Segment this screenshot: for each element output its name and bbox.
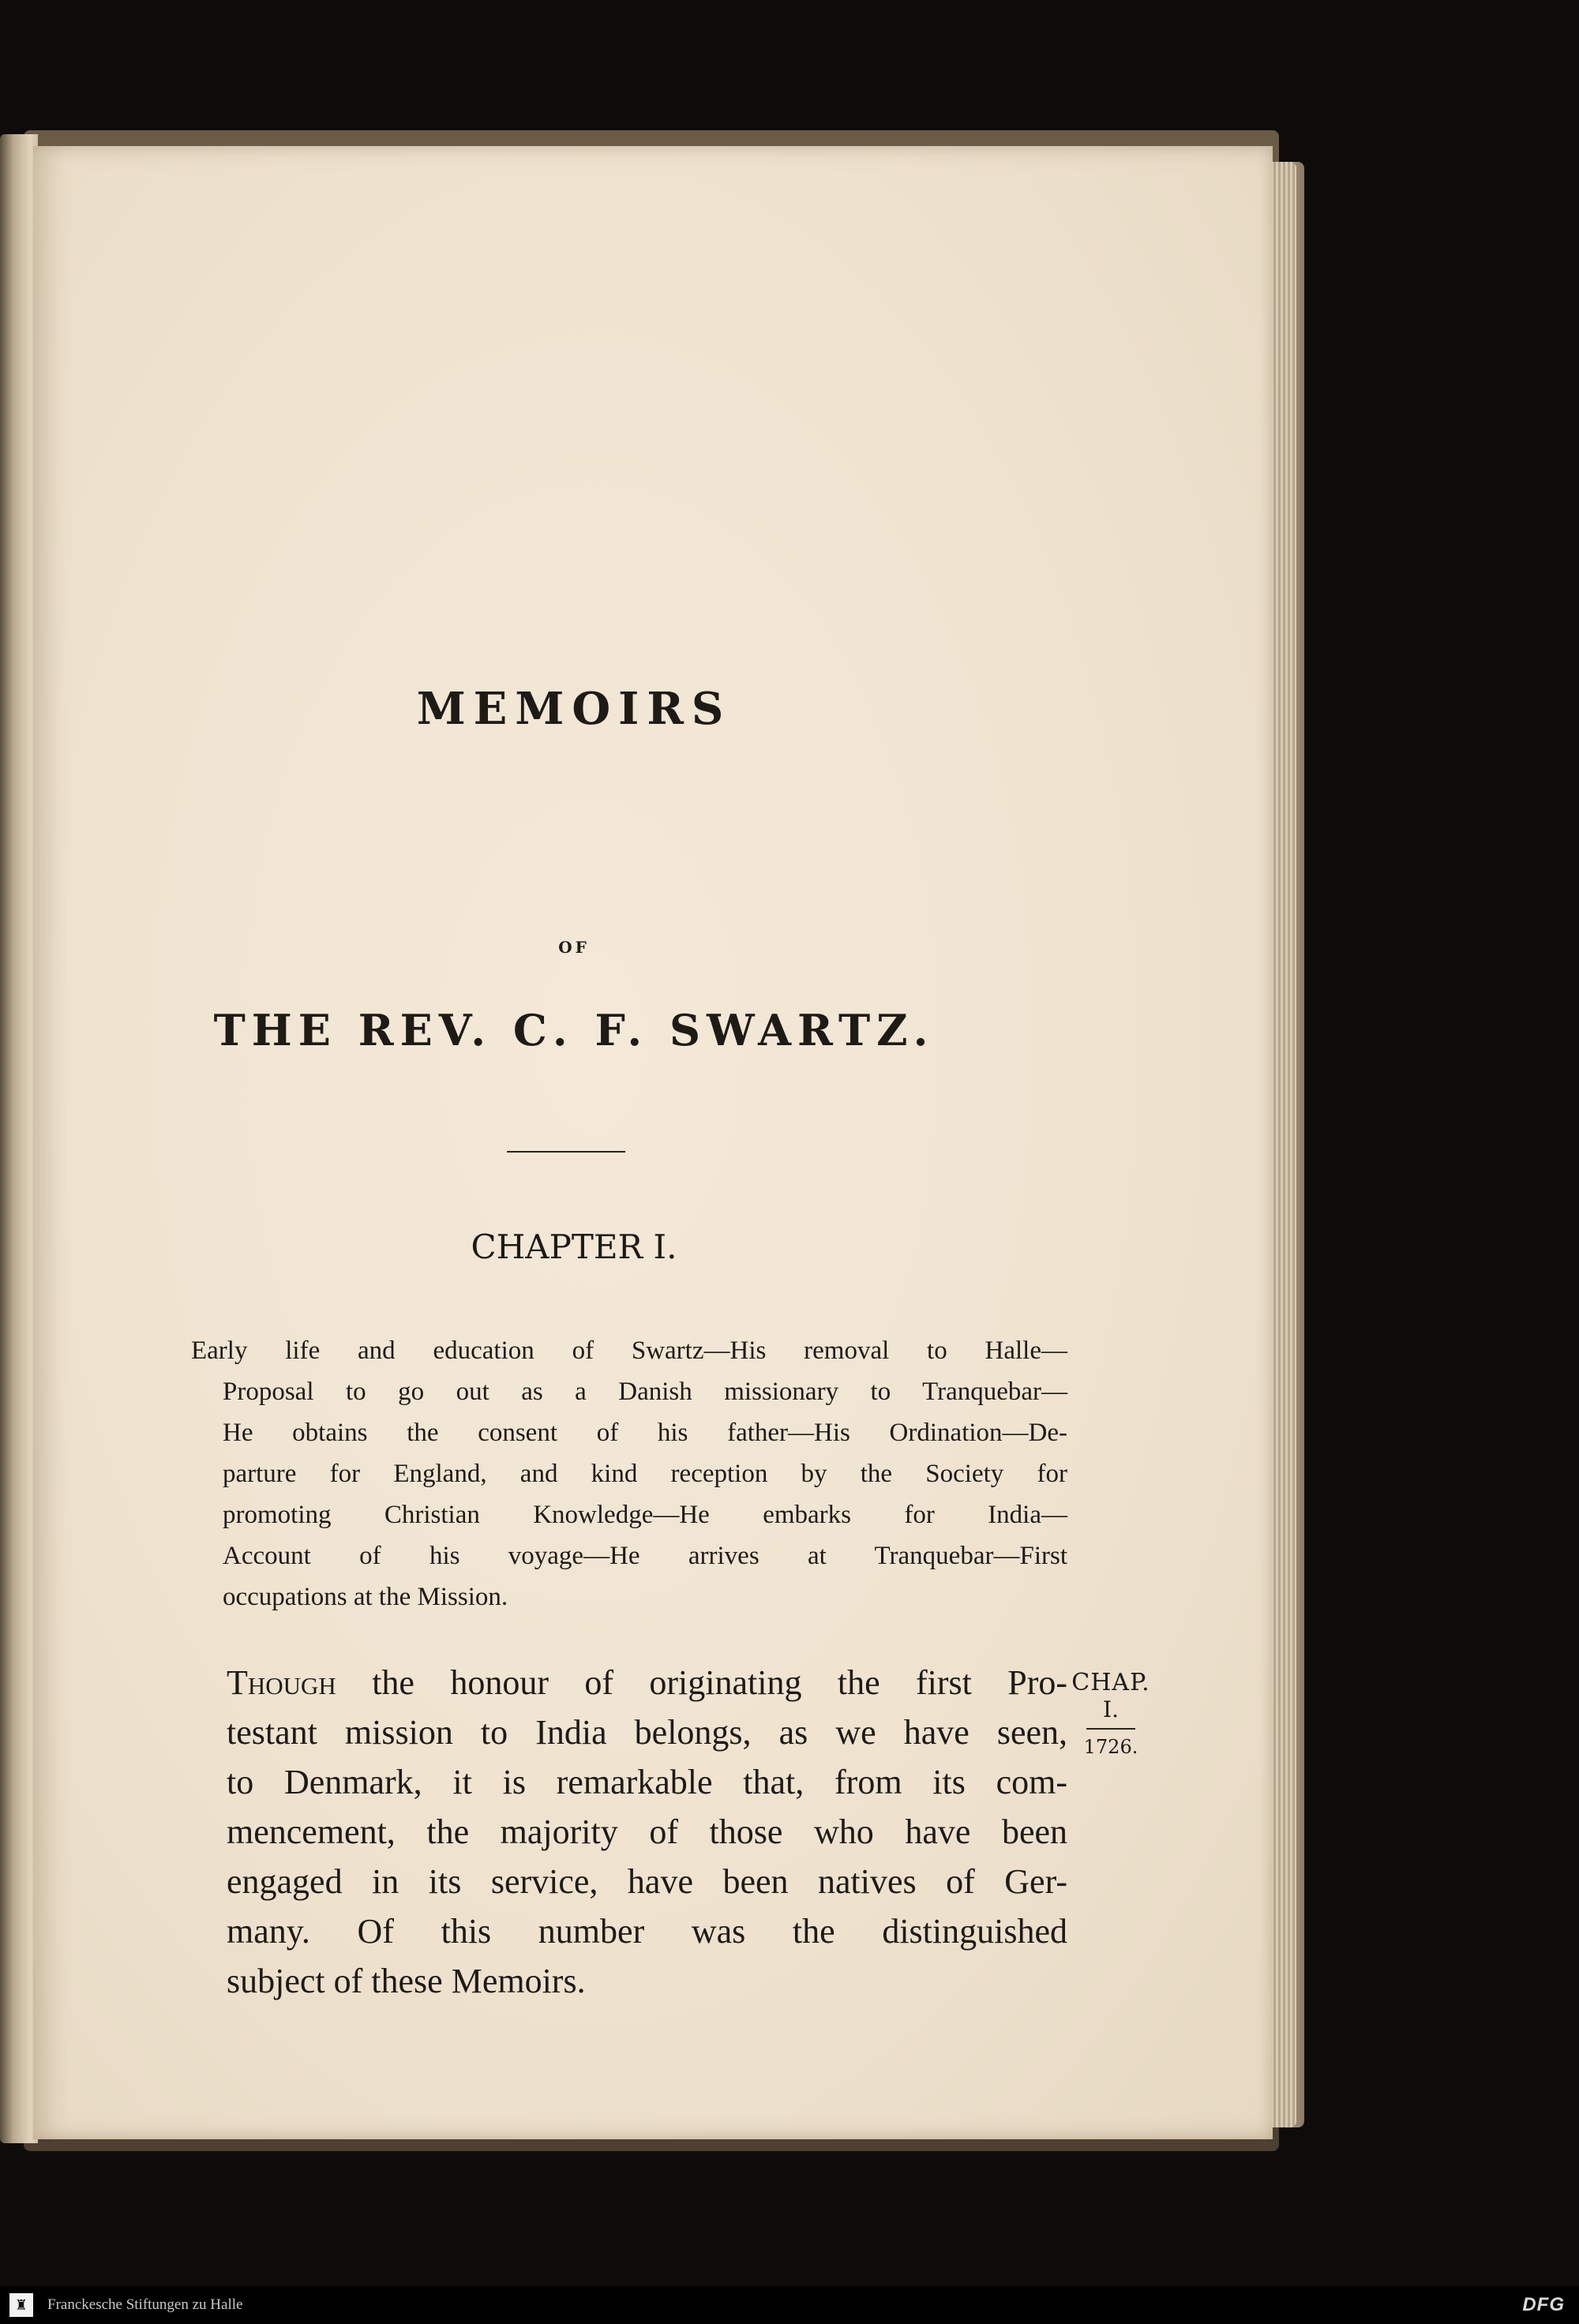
book-page bbox=[33, 146, 1273, 2139]
institution-logo-icon: ♜ bbox=[9, 2293, 33, 2317]
summary-line: parture for England, and kind reception by the Society for bbox=[223, 1460, 1067, 1488]
title-memoirs: MEMOIRS bbox=[416, 683, 732, 735]
chapter-heading: CHAPTER I. bbox=[471, 1228, 677, 1266]
margin-note bbox=[1052, 1670, 1170, 1758]
margin-divider bbox=[1086, 1728, 1135, 1730]
page-stack-leaves bbox=[1271, 162, 1296, 2127]
summary-line: Proposal to go out as a Danish missionary to Tranquebar— bbox=[223, 1378, 1067, 1406]
body-line: many. Of this number was the distinguished bbox=[227, 1912, 1067, 1951]
institution-name: Franckesche Stiftungen zu Halle bbox=[47, 2296, 243, 2313]
title-subject-name: THE REV. C. F. SWARTZ. bbox=[213, 1005, 935, 1055]
summary-line: promoting Christian Knowledge—He embarks for India— bbox=[223, 1501, 1067, 1529]
body-line bbox=[227, 1658, 1067, 1707]
body-line: mencement, the majority of those who have been bbox=[227, 1812, 1067, 1851]
opening-word: Though bbox=[227, 1663, 336, 1702]
summary-line: Early life and education of Swartz—His removal to Halle— bbox=[191, 1336, 1067, 1365]
margin-year: 1726. bbox=[1083, 1736, 1138, 1758]
body-line: to Denmark, it is remarkable that, from its com- bbox=[227, 1763, 1067, 1801]
margin-chap-label: CHAP. bbox=[1071, 1669, 1150, 1696]
summary-line: occupations at the Mission. bbox=[223, 1583, 508, 1611]
previous-page-edge bbox=[0, 134, 38, 2143]
body-line-rest: the honour of originating the first Pro- bbox=[336, 1663, 1067, 1702]
page-content bbox=[33, 146, 1273, 2139]
body-line: engaged in its service, have been natives of Ger- bbox=[227, 1862, 1067, 1901]
body-line: testant mission to India belongs, as we have seen, bbox=[227, 1713, 1067, 1752]
summary-line: Account of his voyage—He arrives at Tranquebar—First bbox=[223, 1542, 1067, 1570]
attribution-bar bbox=[0, 2286, 1579, 2324]
chapter-summary bbox=[191, 1330, 1067, 1617]
summary-line: He obtains the consent of his father—His Ordination—De- bbox=[223, 1419, 1067, 1447]
title-divider-rule bbox=[507, 1151, 625, 1153]
body-paragraph bbox=[227, 1658, 1067, 2006]
body-line: subject of these Memoirs. bbox=[227, 1962, 586, 2000]
margin-chap-number: I. bbox=[1103, 1696, 1119, 1722]
dfg-logo: DFG bbox=[1522, 2294, 1565, 2315]
title-of: OF bbox=[558, 938, 590, 957]
